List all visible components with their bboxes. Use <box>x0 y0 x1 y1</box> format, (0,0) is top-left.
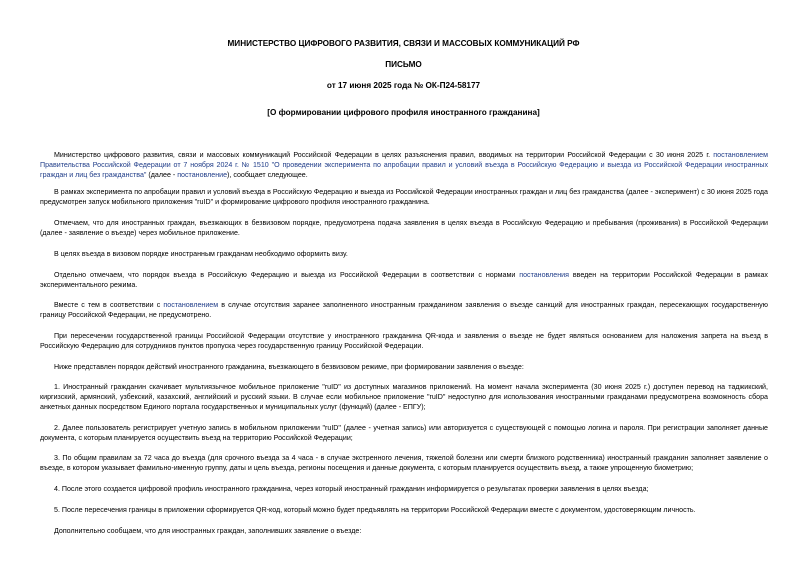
list-item-step-2: 2. Далее пользователь регистрирует учетную запись в мобильном приложении "ruID" (далее - учетная запись) или авторизуется с существующей с помощью логина и пароля. При регистрации заполняет данные документа, с которым планируется осуществить въезд на территорию Российской Федерации; <box>40 424 768 442</box>
paragraph-border-crossing: При пересечении государственной границы Российской Федерации отсутствие у иностранного гражданина QR-кода и заявления о въезде не будет являться основанием для наложения запрета на въезд в Российскую Федерацию для сотрудников пунктов пропуска через государственную границу Российской Федерации. <box>40 332 768 350</box>
paragraph-visa-free: Отмечаем, что для иностранных граждан, въезжающих в безвизовом порядке, предусмотрена подача заявления в целях въезда в Российскую Федерацию и пребывания (проживания) в Российской Федерации (далее - заявление о въезде) через мобильное приложение. <box>40 219 768 237</box>
paragraph-procedure-intro: Ниже представлен порядок действий иностранного гражданина, въезжающего в безвизовом режиме, при формировании заявления о въезде: <box>54 363 524 371</box>
paragraph-no-sanctions: Вместе с тем в соответствии с постановлением в случае отсутствия заранее заполненного иностранным гражданином заявления о въезде санкций для иностранных граждан, пересекающих государственную границу Российской Федерации, не предусмотрено. <box>40 301 768 319</box>
resolution-link-2[interactable]: постановления <box>519 271 569 279</box>
list-item-step-1: 1. Иностранный гражданин скачивает мультиязычное мобильное приложение "ruID" из доступных магазинов приложений. На момент начала эксперимента (30 июня 2025 г.) доступен перевод на таджикский, киргизский, армянский, узбекский, казахский, английский и русский языки. В случае если мобильное приложение "ruID" недоступно для использования иностранными гражданами предусмотрена возможность сбора анкетных данных посредством Единого портала государственных и муниципальных услуг (функций) (далее - ЕПГУ); <box>40 383 768 411</box>
document-date-number: от 17 июня 2025 года № ОК-П24-58177 <box>326 81 481 90</box>
resolution-link[interactable]: постановлением Правительства Российской Федерации от 7 ноября 2024 г. № 1510 "О проведении эксперимента по апробации правил и условий въезда в Российскую Федерацию и выезда из Российской Федерации иностранных граждан и лиц без гражданства" <box>40 151 768 179</box>
paragraph-experimental-regime: Отдельно отмечаем, что порядок въезда в Российскую Федерацию и выезда из Российской Федерации в соответствии с нормами постановления введен на территории Российской Федерации в рамках экспериментального режима. <box>40 271 768 289</box>
paragraph-intro: Министерство цифрового развития, связи и массовых коммуникаций Российской Федерации в целях разъяснения правил, вводимых на территории Российской Федерации с 30 июня 2025 г. постановлением Правительства Российской Федерации от 7 ноября 2024 г. № 1510 "О проведении эксперимента по апробации правил и условий въезда в Российскую Федерацию и выезда из Российской Федерации иностранных граждан и лиц без гражданства" (далее - постановление), сообщает следующее. <box>40 151 768 179</box>
list-item-step-3: 3. По общим правилам за 72 часа до въезда (для срочного въезда за 4 часа - в случае экстренного лечения, тяжелой болезни или смерти близкого родственника) иностранный гражданин заполняет заявление о въезде, в котором указывает фамильно-именную группу, даты и цель въезда, регионы посещения и данные документа, с которым планируется осуществить въезд, а также упрощенную биометрию; <box>40 454 768 472</box>
paragraph-experiment: В рамках эксперимента по апробации правил и условий въезда в Российскую Федерацию и выезда из Российской Федерации иностранных граждан и лиц без гражданства (далее - эксперимент) с 30 июня 2025 года предусмотрен запуск мобильного приложения "ruID" и формирование цифрового профиля иностранного гражданина. <box>40 188 768 206</box>
document-subject: [О формировании цифрового профиля иностранного гражданина] <box>267 108 540 117</box>
document-type: ПИСЬМО <box>385 60 422 69</box>
paragraph-visa: В целях въезда в визовом порядке иностранным гражданам необходимо оформить визу. <box>54 250 348 258</box>
list-item-step-5: 5. После пересечения границы в приложении сформируется QR-код, который можно будет предъявлять на территории Российской Федерации вместе с документом, удостоверяющим личность. <box>54 506 696 514</box>
paragraph-additional: Дополнительно сообщаем, что для иностранных граждан, заполнивших заявление о въезде: <box>54 527 362 535</box>
resolution-link-3[interactable]: постановлением <box>163 301 219 309</box>
resolution-short-link[interactable]: постановление <box>177 171 228 179</box>
list-item-step-4: 4. После этого создается цифровой профиль иностранного гражданина, через который иностранный гражданин информируется о результатах проверки заявления в целях въезда; <box>54 485 649 493</box>
ministry-title: МИНИСТЕРСТВО ЦИФРОВОГО РАЗВИТИЯ, СВЯЗИ И МАССОВЫХ КОММУНИКАЦИЙ РФ <box>227 39 580 48</box>
